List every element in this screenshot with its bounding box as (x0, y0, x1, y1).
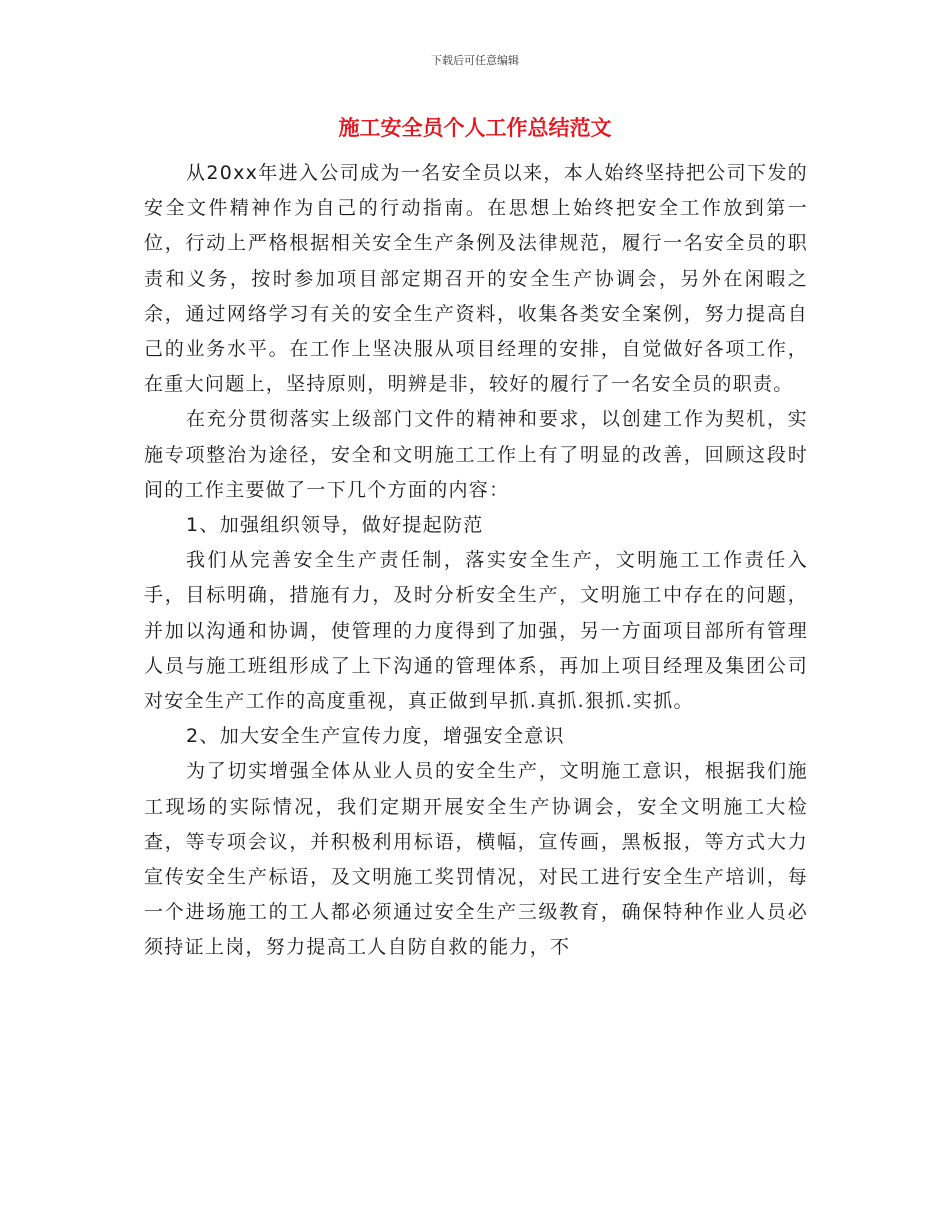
section-heading: 2、加大安全生产宣传力度，增强安全意识 (186, 725, 565, 748)
section-heading: 1、加强组织领导，做好提起防范 (186, 514, 484, 537)
body-paragraph: 在充分贯彻落实上级部门文件的精神和要求，以创建工作为契机，实施专项整治为途径，安全和文明施工工作上有了明显的改善，回顾这段时间的工作主要做了一下几个方面的内容： (144, 408, 808, 501)
document-body (144, 156, 808, 966)
body-paragraph: 为了切实增强全体从业人员的安全生产，文明施工意识，根据我们施工现场的实际情况，我们定期开展安全生产协调会，安全文明施工大检查，等专项会议，并积极利用标语，横幅，宣传画，黑板报，等方式大力宣传安全生产标语，及文明施工奖罚情况，对民工进行安全生产培训，每一个进场施工的工人都必须通过安全生产三级教育，确保特种作业人员必须持证上岗，努力提高工人自防自救的能力，不 (144, 760, 808, 959)
body-paragraph: 我们从完善安全生产责任制，落实安全生产，文明施工工作责任入手，目标明确，措施有力，及时分析安全生产，文明施工中存在的问题，并加以沟通和协调，使管理的力度得到了加强，另一方面项目部所有管理人员与施工班组形成了上下沟通的管理体系，再加上项目经理及集团公司对安全生产工作的高度重视，真正做到早抓.真抓.狠抓.实抓。 (144, 549, 808, 713)
document-title: 施工安全员个人工作总结范文 (338, 115, 612, 140)
header-note: 下载后可任意编辑 (431, 54, 519, 67)
body-paragraph: 从20xx年进入公司成为一名安全员以来，本人始终坚持把公司下发的安全文件精神作为自己的行动指南。在思想上始终把安全工作放到第一位，行动上严格根据相关安全生产条例及法律规范，履行一名安全员的职责和义务，按时参加项目部定期召开的安全生产协调会，另外在闲暇之余，通过网络学习有关的安全生产资料，收集各类安全案例，努力提高自己的业务水平。在工作上坚决服从项目经理的安排，自觉做好各项工作，在重大问题上，坚持原则，明辨是非，较好的履行了一名安全员的职责。 (144, 162, 808, 396)
